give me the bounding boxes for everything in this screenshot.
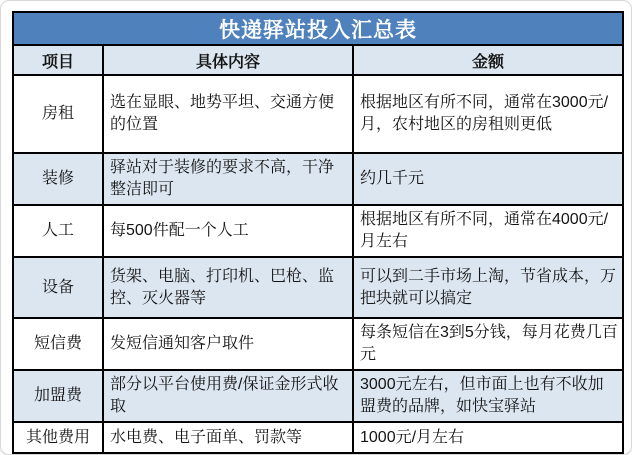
content-cell: 每500件配一个人工 [103,205,353,257]
amount-cell: 1000元/月左右 [353,422,623,453]
title-row [13,12,623,45]
amount-cell: 可以到二手市场上淘，节省成本，万把块就可以搞定 [353,257,623,318]
content-cell: 水电费、电子面单、罚款等 [103,422,353,453]
amount-cell: 每条短信在3到5分钱，每月花费几百元 [353,318,623,370]
item-cell: 设备 [13,257,103,318]
content-cell: 发短信通知客户取件 [103,318,353,370]
investment-summary-table [12,11,624,454]
content-cell: 货架、电脑、打印机、巴枪、监控、灭火器等 [103,257,353,318]
table-row-other [13,422,623,453]
content-cell: 选在显眼、地势平坦、交通方便的位置 [103,75,353,153]
table-row-franchise [13,370,623,422]
item-cell: 房租 [13,75,103,153]
column-header-amount: 金额 [353,45,623,75]
amount-cell: 根据地区有所不同，通常在4000元/月左右 [353,205,623,257]
item-cell: 人工 [13,205,103,257]
amount-cell: 约几千元 [353,153,623,205]
column-header-row [13,45,623,75]
table-row-decoration [13,153,623,205]
amount-cell: 根据地区有所不同，通常在3000元/月，农村地区的房租则更低 [353,75,623,153]
table-row-rent [13,75,623,153]
amount-cell: 3000元左右，但市面上也有不收加盟费的品牌，如快宝驿站 [353,370,623,422]
table-title: 快递驿站投入汇总表 [13,12,623,45]
content-cell: 驿站对于装修的要求不高，干净整洁即可 [103,153,353,205]
table-row-labor [13,205,623,257]
item-cell: 其他费用 [13,422,103,453]
table-row-sms [13,318,623,370]
table-row-equipment [13,257,623,318]
item-cell: 加盟费 [13,370,103,422]
item-cell: 短信费 [13,318,103,370]
column-header-item: 项目 [13,45,103,75]
content-cell: 部分以平台使用费/保证金形式收取 [103,370,353,422]
column-header-content: 具体内容 [103,45,353,75]
item-cell: 装修 [13,153,103,205]
